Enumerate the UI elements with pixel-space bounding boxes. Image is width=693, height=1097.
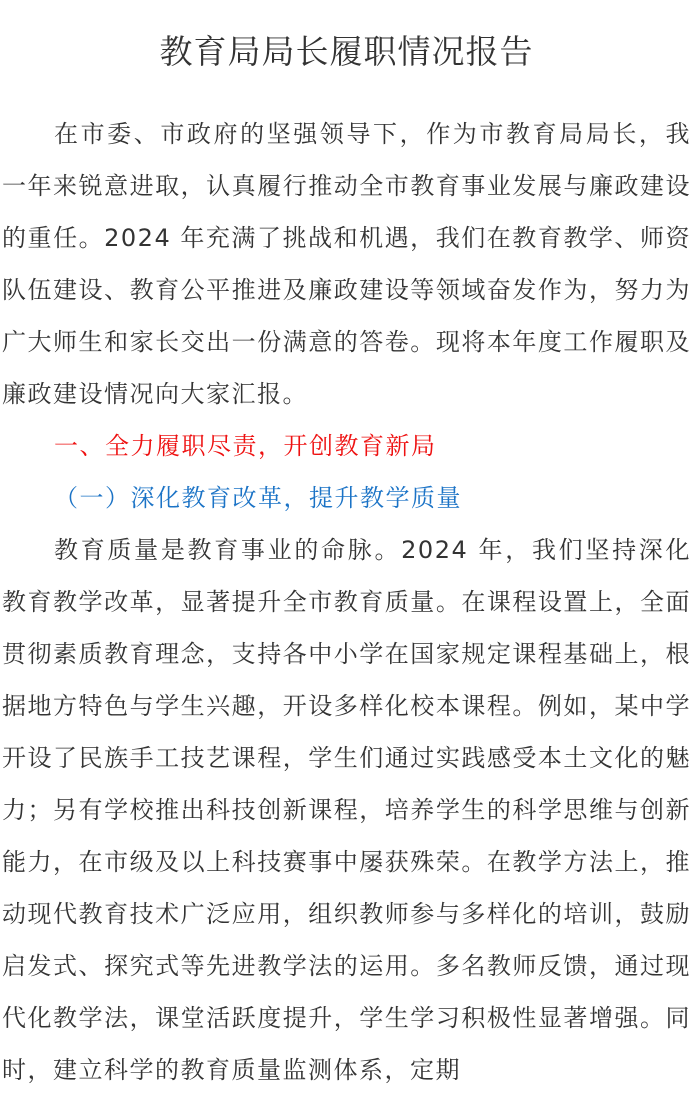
section-heading: 一、全力履职尽责，开创教育新局 [54, 432, 437, 460]
subsection-paragraph: 教育质量是教育事业的命脉。2024 年，我们坚持深化教育教学改革，显著提升全市教育质量。在课程设置上，全面贯彻素质教育理念，支持各中小学在国家规定课程基础上，根据地方特色与学生兴趣，开设多样化校本课程。例如，某中学开设了民族手工技艺课程，学生们通过实践感受本土文化的魅力；另有学校推出科技创新课程，培养学生的科学思维与创新能力，在市级及以上科技赛事中屡获殊荣。在教学方法上，推动现代教育技术广泛应用，组织教师参与多样化的培训，鼓励启发式、探究式等先进教学法的运用。多名教师反馈，通过现代化教学法，课堂活跃度提升，学生学习积极性显著增强。同时，建立科学的教育质量监测体系，定期 [2, 536, 691, 1084]
intro-paragraph: 在市委、市政府的坚强领导下，作为市教育局局长，我一年来锐意进取，认真履行推动全市教育事业发展与廉政建设的重任。2024 年充满了挑战和机遇，我们在教育教学、师资队伍建设、教育公平推进及廉政建设等领域奋发作为，努力为广大师生和家长交出一份满意的答卷。现将本年度工作履职及廉政建设情况向大家汇报。 [2, 120, 691, 408]
subsection-heading: （一）深化教育改革，提升教学质量 [54, 484, 462, 512]
document-body [2, 108, 691, 1096]
document-title: 教育局局长履职情况报告 [159, 32, 534, 71]
